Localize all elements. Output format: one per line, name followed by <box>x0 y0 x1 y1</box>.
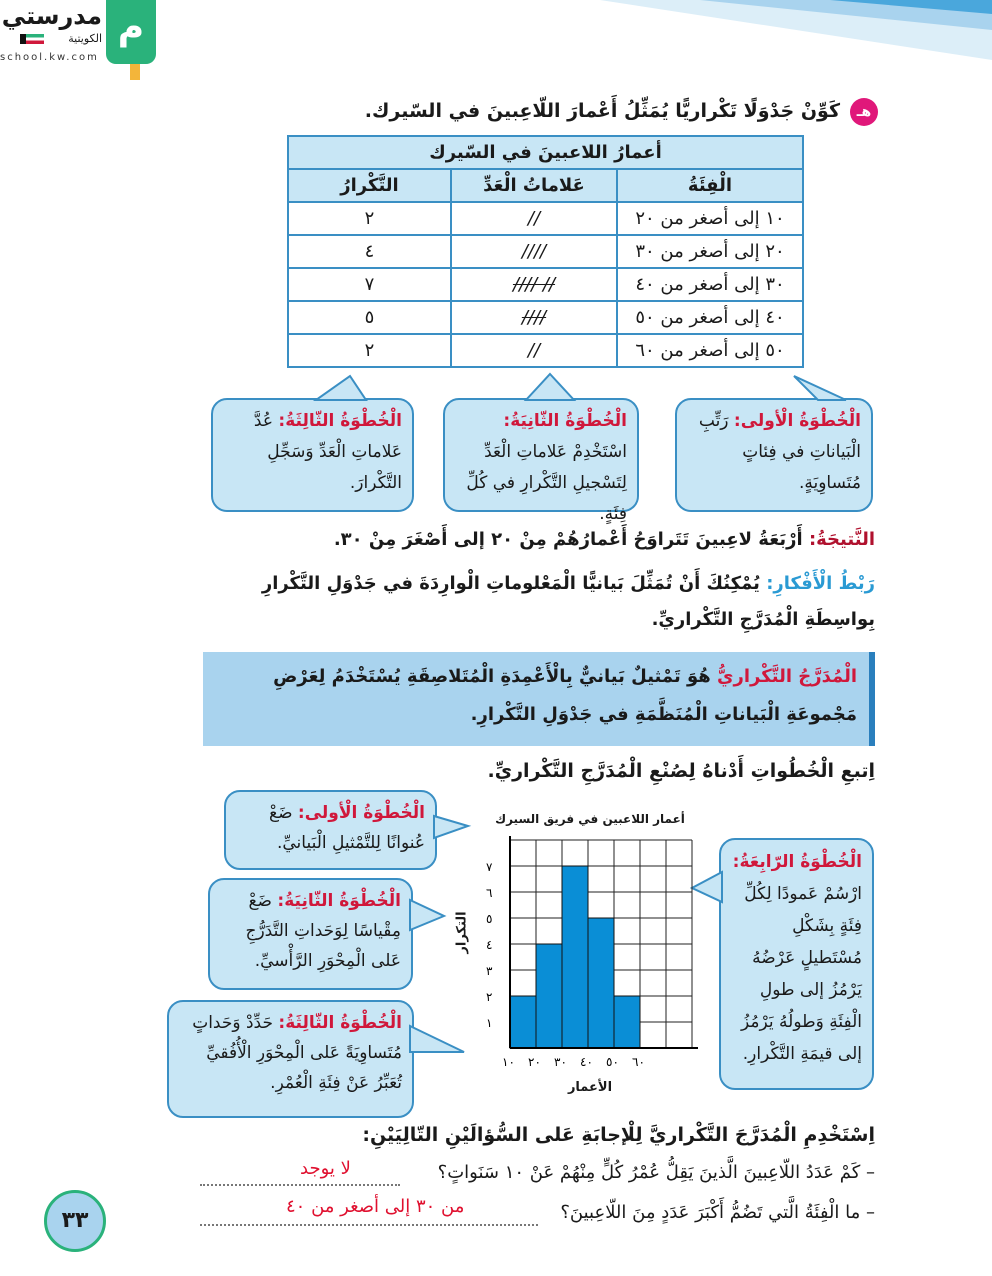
logo-badge <box>106 0 156 64</box>
result-text: أَرْبَعَةُ لاعِبينَ تَتَراوَحُ أَعْمارُهُمْ مِنْ ٢٠ إلى أَصْغَرَ مِنْ ٣٠. <box>333 529 803 550</box>
logo-letter: م <box>117 7 145 48</box>
table-step-1 <box>675 398 873 512</box>
cell-category: ٤٠ إلى أصغر من ٥٠ <box>617 301 803 334</box>
logo <box>0 0 160 80</box>
cell-count: ٧ <box>288 268 451 301</box>
cell-tally: // <box>451 334 617 367</box>
table-header-tally: عَلاماتُ الْعَدِّ <box>451 169 617 202</box>
follow-steps: اِتبعِ الْخُطُواتِ أَدْناهُ لِصُنْعِ الْمُدَرَّجِ التَّكْراريِّ. <box>487 760 875 782</box>
histogram-bar <box>588 918 614 1048</box>
table-row <box>288 202 803 235</box>
cell-tally: // <box>451 202 617 235</box>
histogram-bar <box>614 996 640 1048</box>
chart-step-2 <box>208 878 413 990</box>
logo-url: school.kw.com <box>0 52 99 63</box>
cell-tally: //// <box>451 301 617 334</box>
x-tick-label: ١٠ <box>502 1055 515 1069</box>
logo-name: مدرستي <box>1 2 102 30</box>
step-text: عُدَّ عَلاماتِ الْعَدِّ وَسَجِّلِ التَّكْرارَ. <box>253 411 402 493</box>
link-text: يُمْكِنُكَ أَنْ تُمَثِّلَ بَيانيًّا الْمَعْلوماتِ الْوارِدَةَ في جَدْوَلِ التَّكْرارِ بِواسِطَةِ الْمُدَرَّجِ التَّكْراريِّ. <box>261 573 875 630</box>
task <box>300 98 878 130</box>
task-letter-badge: هـ <box>850 98 878 126</box>
table-step-2 <box>443 398 639 524</box>
step-text: ارْسُمْ عَمودًا لِكُلِّ فِئَةٍ بِشَكْلِ مُسْتَطيلٍ عَرْضُهُ يَرْمُزُ إلى طولِ الْفِئَةِ وَطولُهُ يَرْمُزُ إلى قيمَةِ التَّكْرارِ. <box>741 884 862 1064</box>
table-header-count: التَّكْرارُ <box>288 169 451 202</box>
x-tick-label: ٥٠ <box>606 1055 619 1069</box>
step-title: الْخُطْوَةُ الرّابِعَةُ: <box>732 852 862 872</box>
definition-text: هُوَ تَمْثيلٌ بَيانيٌّ بِالْأَعْمِدَةِ الْمُتَلاصِقَةِ يُسْتَخْدَمُ لِعَرْضِ مَجْموعَةِ الْبَياناتِ الْمُنَظَّمَةِ في جَدْوَلِ التَّكْرارِ. <box>273 666 857 725</box>
x-tick-label: ٦٠ <box>632 1055 645 1069</box>
step-text: ضَعْ عُنوانًا لِلتَّمْثيلِ الْبَيانيِّ. <box>269 803 425 853</box>
y-tick-label: ٣ <box>486 964 493 978</box>
histogram-bar <box>562 866 588 1048</box>
table-header-category: الْفِئَةُ <box>617 169 803 202</box>
step-text: رَتِّبِ الْبَياناتِ في فِئاتٍ مُتَساوِيَةٍ. <box>698 411 861 493</box>
cell-tally: // //// <box>451 268 617 301</box>
y-tick-label: ٢ <box>486 990 493 1004</box>
result-label: النَّتيجَةُ: <box>808 529 875 550</box>
frequency-table <box>287 135 804 368</box>
result <box>300 526 875 554</box>
histogram-bar <box>510 996 536 1048</box>
step-title: الْخُطْوَةُ الْأولى: <box>297 803 425 823</box>
chart-step-4 <box>719 838 874 1090</box>
table-row <box>288 268 803 301</box>
cell-count: ٢ <box>288 334 451 367</box>
page-number: ٣٣ <box>44 1190 106 1252</box>
table-row <box>288 235 803 268</box>
header-decoration <box>500 0 992 90</box>
answer-text[interactable]: لا يوجد <box>300 1158 351 1179</box>
step-title: الْخُطْوَةُ الْأولى: <box>733 411 861 431</box>
cell-category: ١٠ إلى أصغر من ٢٠ <box>617 202 803 235</box>
step-title: الْخُطْوَةُ الثّانِيَةُ: <box>503 411 627 431</box>
question-text: – ما الْفِئَةُ الَّتي تَضُمُّ أَكْبَرَ عَدَدٍ مِنَ اللّاعِبينَ؟ <box>560 1202 875 1223</box>
chart-title: أعمار اللاعبين في فريق السيرك <box>495 812 685 826</box>
cell-category: ٣٠ إلى أصغر من ٤٠ <box>617 268 803 301</box>
questions-heading: اِسْتَخْدِمِ الْمُدَرَّجَ التَّكْراريَّ لِلْإجابَةِ عَلى السُّؤالَيْنِ التّالِيَيْنِ: <box>362 1124 875 1146</box>
step-text: ضَعْ مِقْياسًا لِوَحَداتِ التَّدَرُّجِ عَلى الْمِحْوَرِ الرَّأْسيِّ. <box>245 891 401 971</box>
link-label: رَبْطُ الْأَفْكارِ: <box>766 573 875 594</box>
table-step-3 <box>211 398 414 512</box>
y-tick-label: ١ <box>486 1016 493 1030</box>
y-tick-label: ٥ <box>486 912 493 926</box>
question-text: – كَمْ عَدَدُ اللّاعِبينَ الَّذينَ يَقِلُّ عُمْرُ كُلٍّ مِنْهُمْ عَنْ ١٠ سَنَواتٍ؟ <box>437 1162 875 1183</box>
cell-count: ٥ <box>288 301 451 334</box>
step-text: حَدِّدْ وَحَداتٍ مُتَساوِيَةً عَلى الْمِحْوَرِ الْأُفُقيِّ تُعَبِّرُ عَنْ فِئَةِ الْعُمْرِ. <box>192 1013 402 1093</box>
step-text: اسْتَخْدِمْ عَلاماتِ الْعَدِّ لِتَسْجيلِ التَّكْرارِ في كُلِّ فِئَةٍ. <box>466 442 627 524</box>
step-title: الْخُطْوَةُ الثّالِثَةُ: <box>278 1013 402 1033</box>
cell-count: ٢ <box>288 202 451 235</box>
cell-count: ٤ <box>288 235 451 268</box>
y-tick-label: ٦ <box>486 886 493 900</box>
x-tick-label: ٣٠ <box>554 1055 567 1069</box>
chart-step-3 <box>167 1000 414 1118</box>
chart-step-1 <box>224 790 437 870</box>
link-ideas <box>240 566 875 638</box>
cell-category: ٢٠ إلى أصغر من ٣٠ <box>617 235 803 268</box>
cell-tally: //// <box>451 235 617 268</box>
kuwait-flag-icon <box>20 34 44 44</box>
chart-xlabel: الأعمار <box>567 1080 613 1095</box>
definition-term: الْمُدَرَّجُ التَّكْراريُّ <box>717 666 857 687</box>
histogram <box>440 830 710 1100</box>
question-1 <box>200 1158 875 1194</box>
table-row <box>288 301 803 334</box>
answer-text[interactable]: من ٣٠ إلى أصغر من ٤٠ <box>286 1196 465 1217</box>
histogram-bar <box>536 944 562 1048</box>
x-tick-label: ٤٠ <box>580 1055 593 1069</box>
table-title: أعمارُ اللاعبينَ في السّيرك <box>288 136 803 169</box>
question-2 <box>200 1196 875 1234</box>
bubble-pointer <box>790 374 850 402</box>
chart-ylabel: التكرار <box>454 911 470 954</box>
logo-sub: الكويتية <box>68 32 102 45</box>
bubble-pointer <box>310 374 370 402</box>
x-tick-label: ٢٠ <box>528 1055 541 1069</box>
bubble-pointer <box>520 372 580 402</box>
step-title: الْخُطْوَةُ الثّانِيَةُ: <box>277 891 401 911</box>
y-tick-label: ٧ <box>486 860 493 874</box>
bookmark-icon <box>130 64 140 80</box>
cell-category: ٥٠ إلى أصغر من ٦٠ <box>617 334 803 367</box>
task-text: كَوِّنْ جَدْوَلًا تَكْراريًّا يُمَثِّلُ أَعْمارَ اللّاعِبينَ في السّيرك. <box>364 100 840 122</box>
y-tick-label: ٤ <box>486 938 493 952</box>
definition-box <box>203 652 875 746</box>
table-row <box>288 334 803 367</box>
step-title: الْخُطْوَةُ الثّالِثَةُ: <box>278 411 402 431</box>
